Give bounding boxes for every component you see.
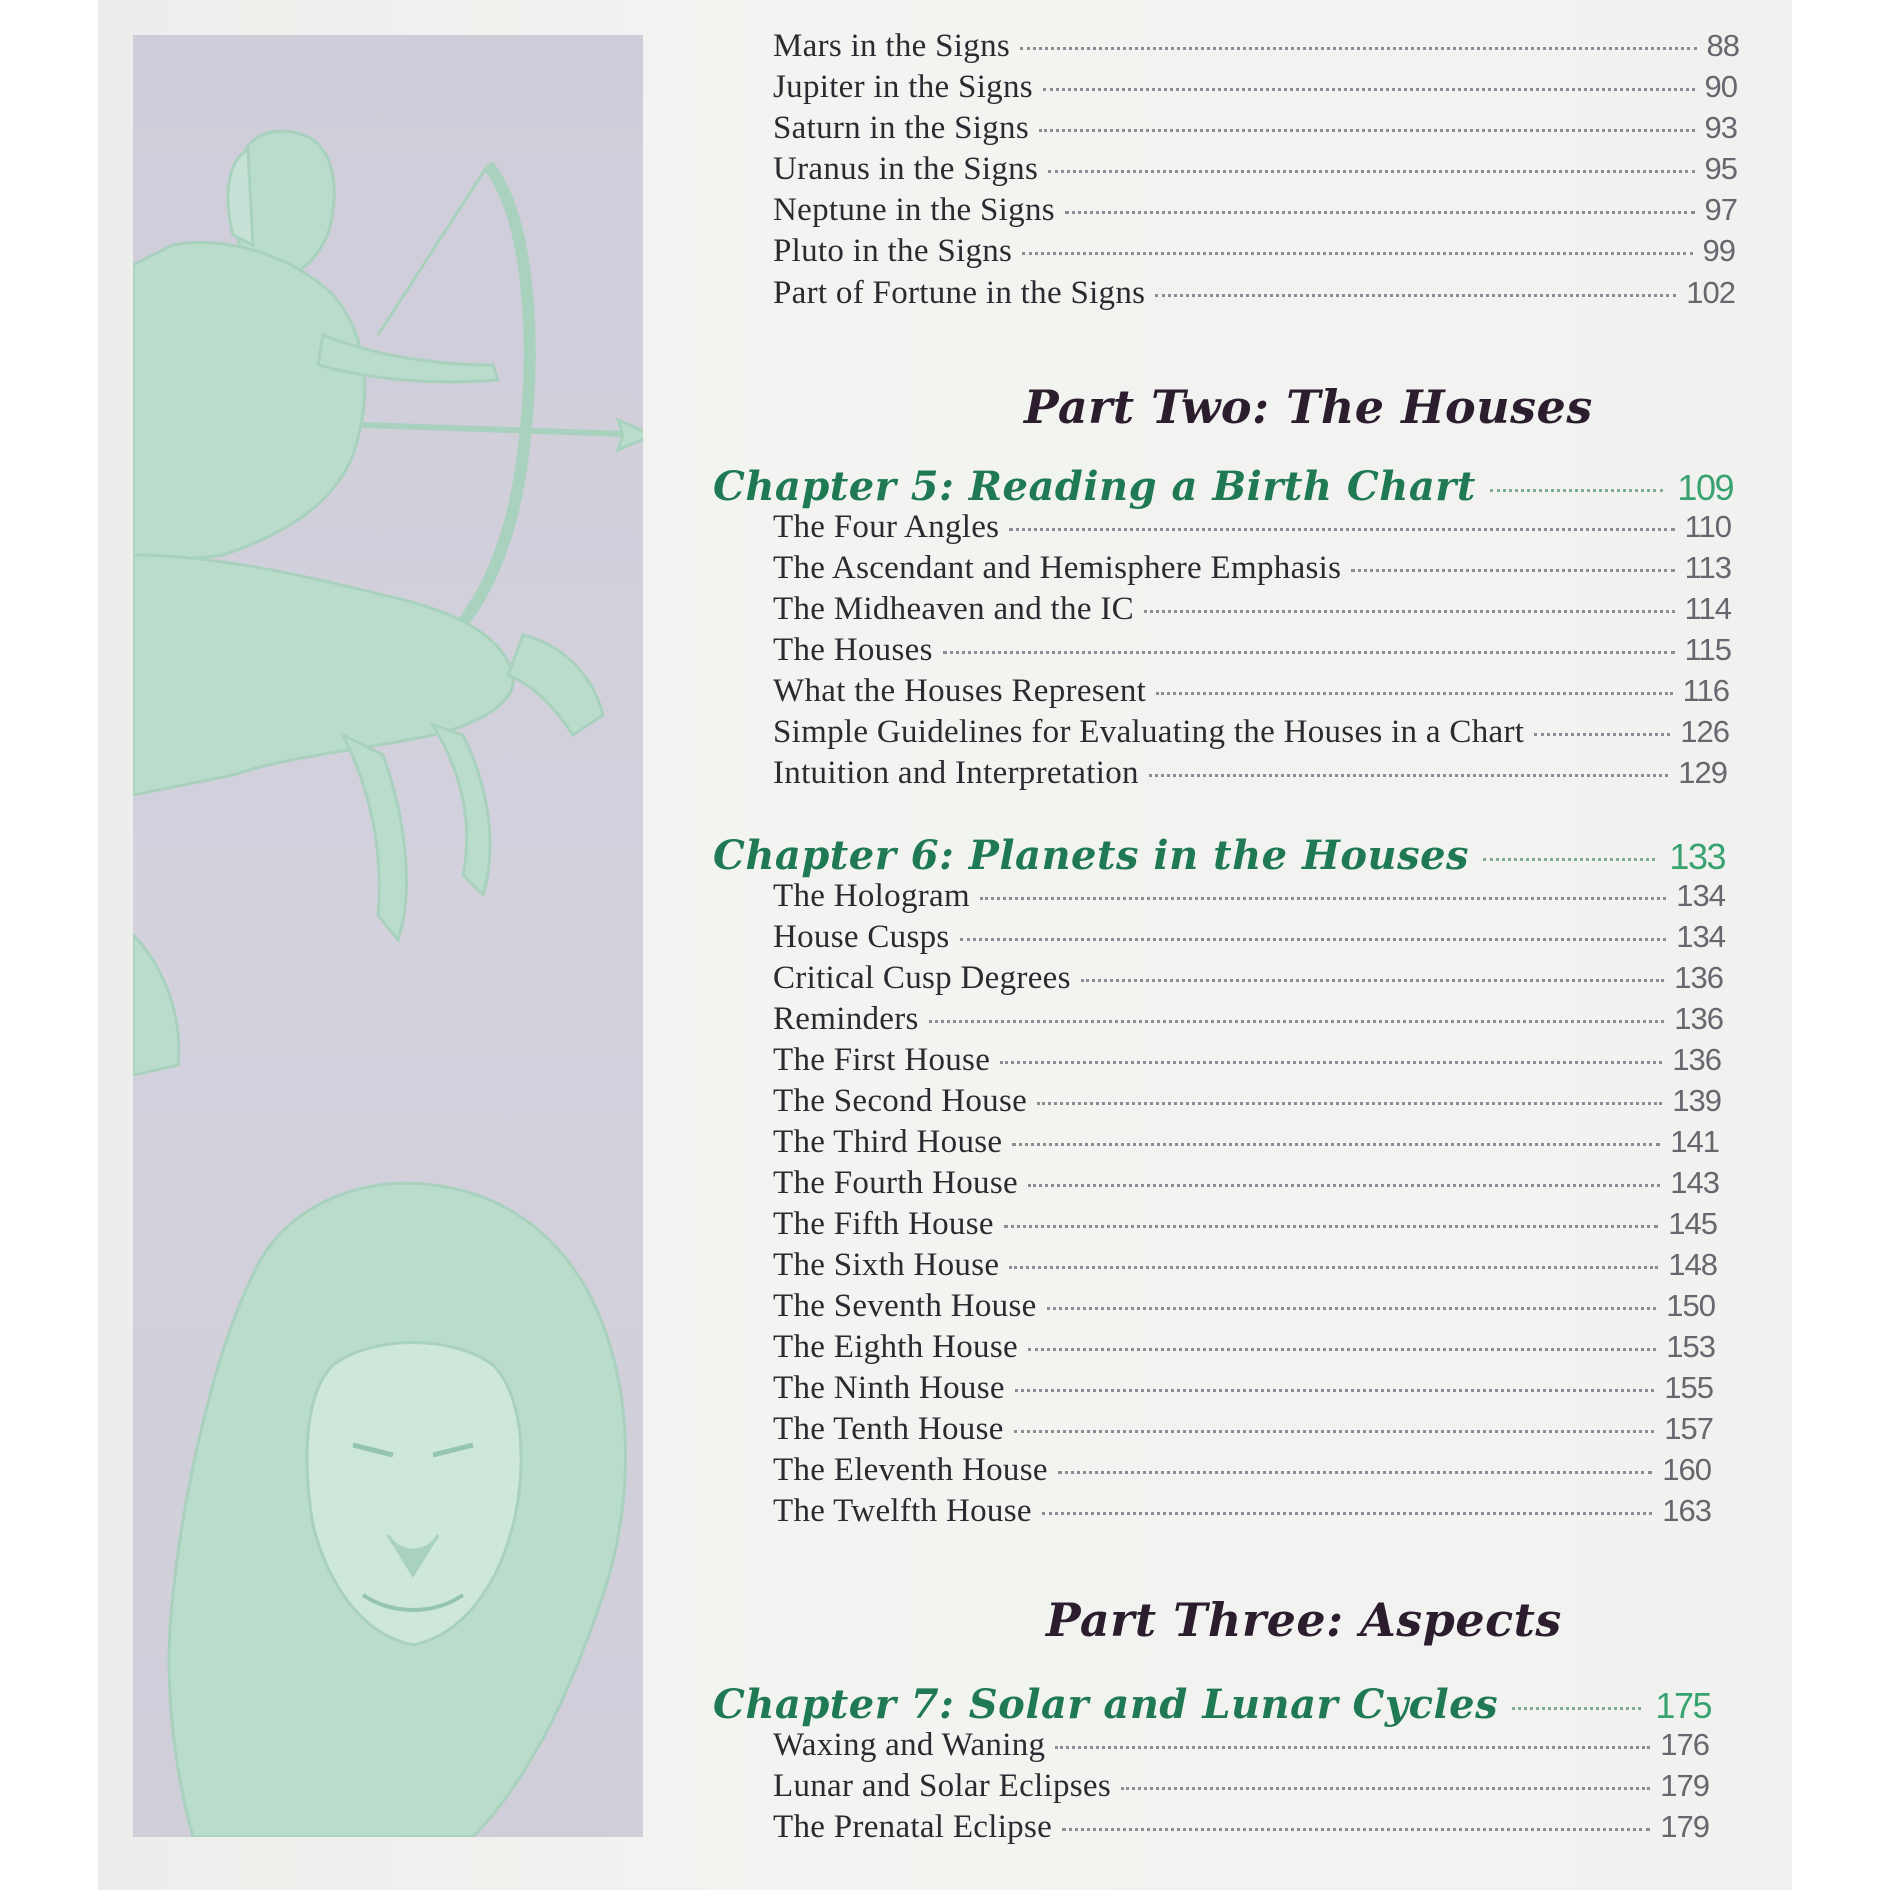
toc-page-number: 136 — [1674, 1001, 1723, 1036]
toc-page-number: 113 — [1684, 550, 1731, 585]
chapter-page-number: 133 — [1669, 836, 1725, 877]
toc-entry[interactable] — [773, 550, 1731, 590]
toc-entry-title: The Prenatal Eclipse — [773, 1809, 1053, 1845]
toc-entry-title: The Twelfth House — [773, 1493, 1032, 1529]
dot-leader — [1020, 46, 1696, 50]
dot-leader — [1081, 978, 1665, 982]
dot-leader — [943, 650, 1675, 654]
toc-page-number: 150 — [1666, 1288, 1715, 1323]
toc-entry[interactable] — [773, 1165, 1719, 1205]
toc-page-number: 176 — [1660, 1727, 1709, 1762]
toc-entry-title: Critical Cusp Degrees — [773, 960, 1071, 996]
toc-page-number: 90 — [1704, 69, 1737, 104]
toc-page-number: 136 — [1672, 1042, 1721, 1077]
toc-entry[interactable] — [773, 28, 1739, 68]
dot-leader — [1144, 609, 1675, 613]
dot-leader — [1121, 1786, 1650, 1790]
toc-entry[interactable] — [773, 509, 1731, 549]
toc-entry[interactable] — [773, 919, 1725, 959]
dot-leader — [1512, 1706, 1641, 1710]
toc-entry-title: Mars in the Signs — [773, 28, 1011, 64]
dot-leader — [960, 937, 1667, 941]
toc-entry-title: Part of Fortune in the Signs — [773, 275, 1146, 311]
toc-entry-title: Simple Guidelines for Evaluating the Houses in a Chart — [773, 714, 1525, 750]
dot-leader — [1048, 169, 1694, 173]
toc-page-number: 134 — [1676, 919, 1725, 954]
toc-entry-title: The Ninth House — [773, 1370, 1005, 1406]
toc-page-number: 141 — [1670, 1124, 1719, 1159]
toc-entry[interactable] — [773, 1809, 1709, 1849]
toc-entry[interactable] — [773, 960, 1723, 1000]
toc-page-number: 126 — [1680, 714, 1729, 749]
toc-entry[interactable] — [773, 591, 1731, 631]
toc-entry-title: The Eleventh House — [773, 1452, 1048, 1488]
toc-entry-title: Pluto in the Signs — [773, 233, 1013, 269]
toc-entry[interactable] — [773, 1452, 1711, 1492]
dot-leader — [1483, 857, 1655, 861]
dot-leader — [1000, 1060, 1662, 1064]
toc-page-number: 116 — [1682, 673, 1729, 708]
toc-entry[interactable] — [773, 233, 1735, 273]
toc-entry-title: The Midheaven and the IC — [773, 591, 1134, 627]
toc-page-number: 136 — [1674, 960, 1723, 995]
toc-entry[interactable] — [773, 151, 1737, 191]
toc-entry[interactable] — [773, 110, 1737, 150]
chapter-heading[interactable] — [713, 832, 1725, 882]
dot-leader — [1047, 1306, 1657, 1310]
chapter-title: Chapter 7: Solar and Lunar Cycles — [713, 1681, 1499, 1728]
toc-page-number: 99 — [1702, 233, 1735, 268]
toc-entry[interactable] — [773, 755, 1727, 795]
toc-entry-title: What the Houses Represent — [773, 673, 1147, 709]
toc-entry[interactable] — [773, 1206, 1717, 1246]
toc-page-number: 160 — [1662, 1452, 1711, 1487]
dot-leader — [1043, 87, 1695, 91]
toc-page-number: 88 — [1706, 28, 1739, 63]
toc-entry-title: The Ascendant and Hemisphere Emphasis — [773, 550, 1342, 586]
toc-entry[interactable] — [773, 1083, 1721, 1123]
toc-entry[interactable] — [773, 1042, 1721, 1082]
dot-leader — [929, 1019, 1665, 1023]
toc-entry-title: Jupiter in the Signs — [773, 69, 1033, 105]
toc-entry-title: The Sixth House — [773, 1247, 1000, 1283]
dot-leader — [1009, 1265, 1658, 1269]
toc-page-number: 163 — [1662, 1493, 1711, 1528]
dot-leader — [1490, 488, 1664, 492]
toc-entry[interactable] — [773, 878, 1725, 918]
dot-leader — [1028, 1347, 1656, 1351]
dot-leader — [1039, 128, 1695, 132]
dot-leader — [1058, 1470, 1652, 1474]
toc-entry[interactable] — [773, 1001, 1723, 1041]
dot-leader — [1014, 1429, 1655, 1433]
dot-leader — [1004, 1224, 1658, 1228]
toc-page-number: 93 — [1704, 110, 1737, 145]
toc-entry[interactable] — [773, 1288, 1715, 1328]
toc-entry[interactable] — [773, 1247, 1717, 1287]
toc-page-number: 179 — [1660, 1768, 1709, 1803]
toc-entry-title: Reminders — [773, 1001, 919, 1037]
toc-entry-title: The Third House — [773, 1124, 1003, 1160]
toc-page-number: 155 — [1664, 1370, 1713, 1405]
dot-leader — [1009, 527, 1674, 531]
toc-entry[interactable] — [773, 1411, 1713, 1451]
chapter-page-number: 109 — [1677, 467, 1733, 508]
toc-page-number: 134 — [1676, 878, 1725, 913]
dot-leader — [1012, 1142, 1660, 1146]
toc-entry-title: Lunar and Solar Eclipses — [773, 1768, 1112, 1804]
toc-entry-title: The Hologram — [773, 878, 970, 914]
chapter-page-number: 175 — [1655, 1685, 1711, 1726]
part-heading: Part Three: Aspects — [1046, 1593, 1562, 1647]
toc-page-number: 115 — [1684, 632, 1731, 667]
toc-entry[interactable] — [773, 1493, 1711, 1533]
toc-page-number: 143 — [1670, 1165, 1719, 1200]
dot-leader — [1062, 1827, 1650, 1831]
toc-entry-title: The Fourth House — [773, 1165, 1018, 1201]
toc-page-number: 139 — [1672, 1083, 1721, 1118]
dot-leader — [1065, 210, 1695, 214]
toc-entry-title: The Eighth House — [773, 1329, 1018, 1365]
toc-entry[interactable] — [773, 275, 1735, 315]
toc-entry-title: Uranus in the Signs — [773, 151, 1039, 187]
toc-entry[interactable] — [773, 1727, 1709, 1767]
dot-leader — [1156, 691, 1672, 695]
toc-entry[interactable] — [773, 673, 1729, 713]
dot-leader — [1534, 732, 1670, 736]
dot-leader — [1149, 773, 1668, 777]
toc-entry-title: The Second House — [773, 1083, 1028, 1119]
toc-page-number: 97 — [1704, 192, 1737, 227]
toc-entry[interactable] — [773, 714, 1729, 754]
toc-entry-title: Neptune in the Signs — [773, 192, 1055, 228]
toc-entry-title: The Houses — [773, 632, 933, 668]
part-heading: Part Two: The Houses — [1024, 380, 1593, 434]
toc-page-number: 148 — [1668, 1247, 1717, 1282]
dot-leader — [1037, 1101, 1662, 1105]
toc-entry[interactable] — [773, 1329, 1715, 1369]
toc-entry-title: House Cusps — [773, 919, 950, 955]
toc-page-number: 110 — [1684, 509, 1731, 544]
toc-page-number: 179 — [1660, 1809, 1709, 1844]
dot-leader — [1055, 1745, 1650, 1749]
toc-entry-title: Intuition and Interpretation — [773, 755, 1139, 791]
toc-entry-title: The Tenth House — [773, 1411, 1004, 1447]
dot-leader — [1351, 568, 1674, 572]
chapter-title: Chapter 5: Reading a Birth Chart — [713, 463, 1476, 510]
chapter-heading[interactable] — [713, 1681, 1711, 1731]
toc-entry-title: The First House — [773, 1042, 991, 1078]
toc-entry[interactable] — [773, 1124, 1719, 1164]
toc-entry-title: The Seventh House — [773, 1288, 1037, 1324]
toc-page-number: 95 — [1704, 151, 1737, 186]
toc-page-number: 145 — [1668, 1206, 1717, 1241]
chapter-title: Chapter 6: Planets in the Houses — [713, 832, 1470, 879]
dot-leader — [1022, 251, 1692, 255]
dot-leader — [1028, 1183, 1660, 1187]
toc-entry[interactable] — [773, 69, 1737, 109]
toc-page-number: 129 — [1678, 755, 1727, 790]
toc-entry-title: Saturn in the Signs — [773, 110, 1029, 146]
toc-entry[interactable] — [773, 632, 1731, 672]
toc-entry-title: The Fifth House — [773, 1206, 994, 1242]
toc-entry-title: Waxing and Waning — [773, 1727, 1046, 1763]
toc-entry-title: The Four Angles — [773, 509, 1000, 545]
toc-page-number: 114 — [1684, 591, 1731, 626]
toc-page-number: 157 — [1664, 1411, 1713, 1446]
toc-page-number: 153 — [1666, 1329, 1715, 1364]
toc-entry[interactable] — [773, 1768, 1709, 1808]
dot-leader — [1042, 1511, 1652, 1515]
dot-leader — [1015, 1388, 1654, 1392]
toc-entry[interactable] — [773, 1370, 1713, 1410]
toc-entry[interactable] — [773, 192, 1737, 232]
dot-leader — [1155, 293, 1676, 297]
dot-leader — [980, 896, 1666, 900]
chapter-heading[interactable] — [713, 463, 1733, 513]
toc-page-number: 102 — [1686, 275, 1735, 310]
